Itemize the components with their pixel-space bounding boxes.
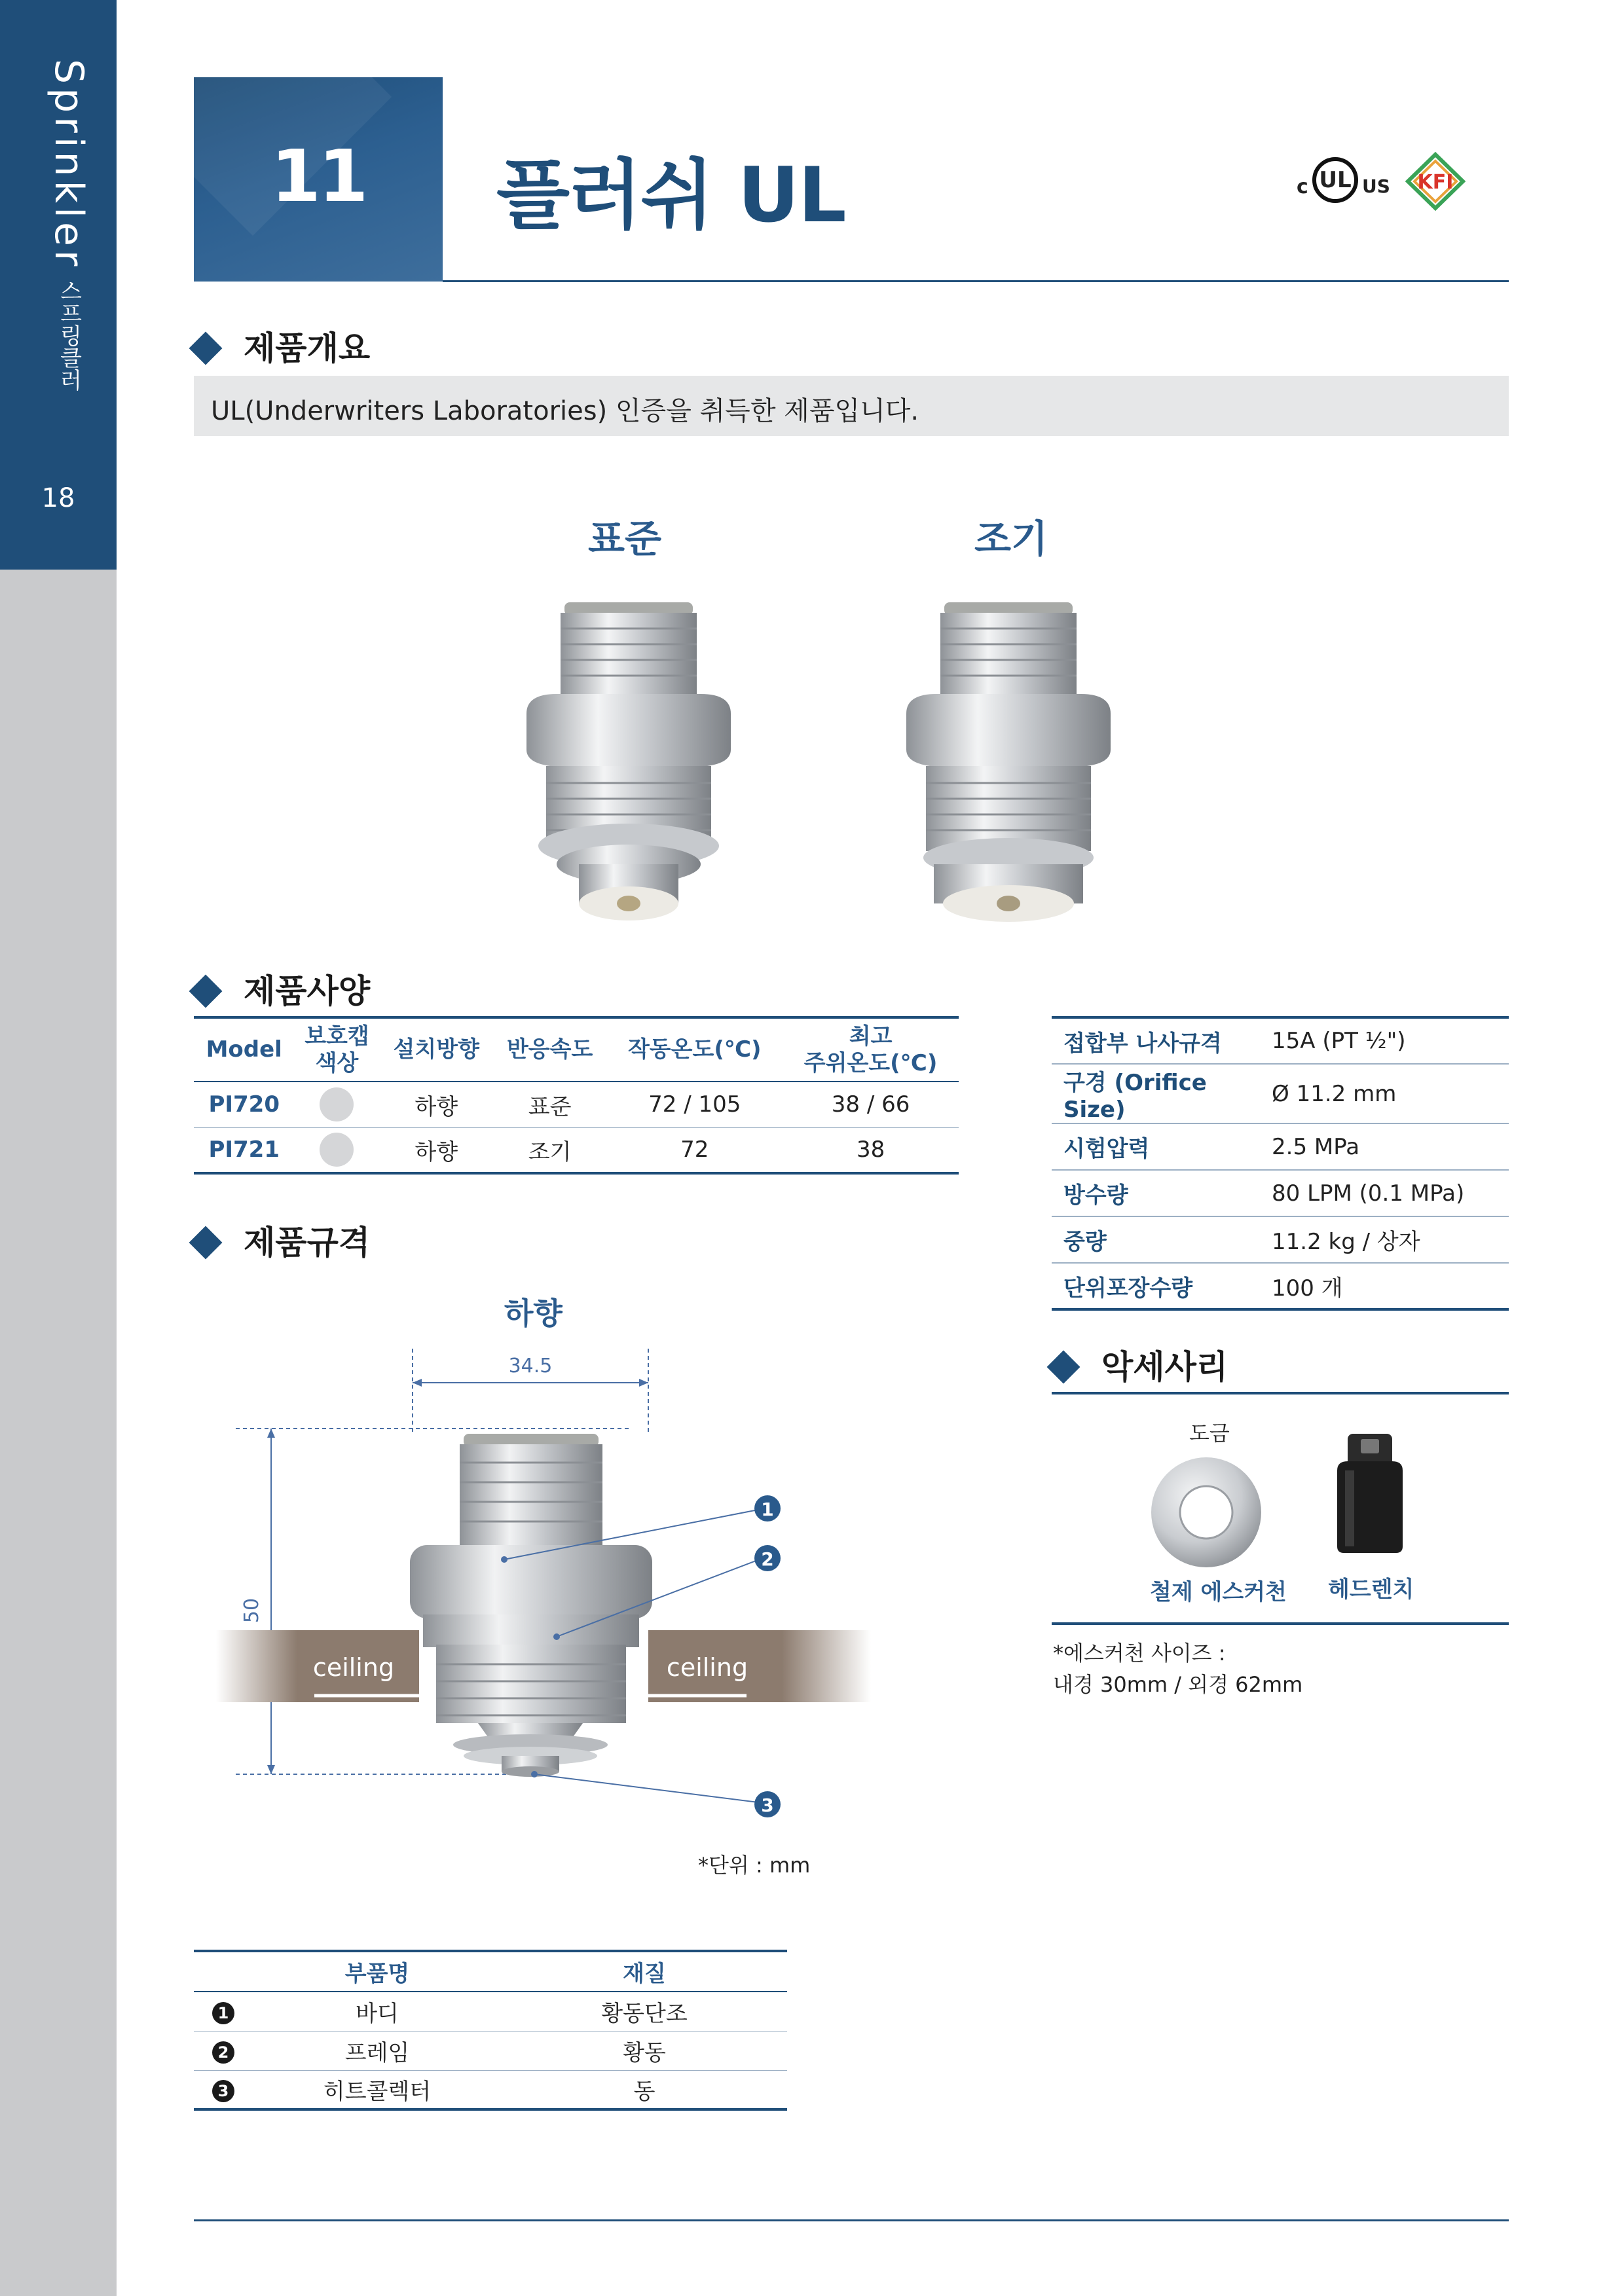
max-temp-cell: 38 bbox=[783, 1127, 959, 1173]
dimensions-heading-text: 제품규격 bbox=[244, 1224, 371, 1262]
diamond-bullet-icon bbox=[189, 1226, 223, 1259]
property-key: 단위포장수량 bbox=[1052, 1263, 1260, 1309]
dimensions-heading bbox=[194, 1216, 370, 1264]
property-key: 중량 bbox=[1052, 1216, 1260, 1263]
speed-cell: 표준 bbox=[493, 1082, 606, 1127]
table-row bbox=[194, 1992, 787, 2031]
part-number-cell bbox=[194, 2070, 253, 2109]
table-row bbox=[194, 1127, 959, 1173]
table-row bbox=[1052, 1216, 1509, 1263]
table-row bbox=[194, 2031, 787, 2070]
header-number: 11 bbox=[270, 134, 366, 218]
property-value: 100 개 bbox=[1260, 1263, 1509, 1309]
cap-color-cell bbox=[294, 1082, 379, 1127]
part-name-cell: 히트콜렉터 bbox=[253, 2070, 502, 2109]
part-material-cell: 황동 bbox=[502, 2031, 787, 2070]
sidebar-title bbox=[26, 59, 92, 391]
dimension-drawing bbox=[216, 1349, 871, 1833]
cap-color-cell bbox=[294, 1127, 379, 1173]
early-label: 조기 bbox=[974, 517, 1048, 561]
property-key: 시험압력 bbox=[1052, 1123, 1260, 1170]
table-row bbox=[194, 1082, 959, 1127]
diamond-bullet-icon bbox=[1047, 1350, 1080, 1383]
model-cell: PI721 bbox=[194, 1127, 294, 1173]
parts-col-header: 부품명 bbox=[253, 1951, 502, 1992]
ul-cert-logo bbox=[1297, 155, 1395, 207]
ceiling-label-right: ceiling bbox=[666, 1653, 748, 1682]
spec-table bbox=[194, 1016, 959, 1175]
speed-cell: 조기 bbox=[493, 1127, 606, 1173]
unit-note: *단위 : mm bbox=[698, 1853, 811, 1878]
sidebar-title-en: Sprinkler bbox=[46, 59, 92, 270]
overview-heading bbox=[194, 322, 370, 369]
part-name-cell: 프레임 bbox=[253, 2031, 502, 2070]
head-wrench-image bbox=[1331, 1431, 1409, 1556]
kfi-text: KFI bbox=[1417, 171, 1454, 194]
page-title: 플러쉬 UL bbox=[496, 151, 845, 240]
op-temp-cell: 72 / 105 bbox=[606, 1082, 783, 1127]
escutcheon-size-values: 내경 30mm / 외경 62mm bbox=[1053, 1672, 1303, 1697]
property-value: 80 LPM (0.1 MPa) bbox=[1260, 1170, 1509, 1216]
height-dimension-text: 50 bbox=[240, 1597, 263, 1624]
part-number-badge: 2 bbox=[212, 2041, 234, 2064]
property-value: 15A (PT ½") bbox=[1260, 1017, 1509, 1064]
footer-divider bbox=[194, 2219, 1509, 2221]
callout-2-text: 2 bbox=[761, 1548, 774, 1570]
page-number: 18 bbox=[41, 483, 75, 513]
kfi-cert-logo bbox=[1404, 152, 1467, 211]
spec-col-header: 설치방향 bbox=[380, 1017, 493, 1082]
part-number-badge: 3 bbox=[212, 2080, 234, 2102]
standard-label: 표준 bbox=[588, 517, 662, 561]
property-value: 11.2 kg / 상자 bbox=[1260, 1216, 1509, 1263]
spec-col-header: 반응속도 bbox=[493, 1017, 606, 1082]
table-row bbox=[1052, 1123, 1509, 1170]
spec-col-header: Model bbox=[194, 1017, 294, 1082]
table-row bbox=[1052, 1170, 1509, 1216]
properties-table bbox=[1052, 1016, 1509, 1311]
part-number-cell bbox=[194, 1992, 253, 2031]
header-divider bbox=[443, 280, 1509, 282]
spec-header-row bbox=[194, 1017, 959, 1082]
ul-c-mark: c bbox=[1297, 175, 1308, 198]
cap-color-swatch bbox=[320, 1087, 354, 1121]
table-row bbox=[1052, 1263, 1509, 1309]
head-wrench-label: 헤드렌치 bbox=[1328, 1576, 1414, 1603]
escutcheon-washer-image bbox=[1147, 1453, 1265, 1571]
model-cell: PI720 bbox=[194, 1082, 294, 1127]
escutcheon-size-note: *에스커천 사이즈 : bbox=[1053, 1641, 1226, 1666]
sprinkler-early-photo bbox=[891, 589, 1126, 930]
property-value: 2.5 MPa bbox=[1260, 1123, 1509, 1170]
table-row bbox=[1052, 1064, 1509, 1123]
parts-col-header bbox=[194, 1951, 253, 1992]
direction-cell: 하향 bbox=[380, 1127, 493, 1173]
table-row bbox=[1052, 1017, 1509, 1064]
property-key: 접합부 나사규격 bbox=[1052, 1017, 1260, 1064]
part-material-cell: 동 bbox=[502, 2070, 787, 2109]
ceiling-label-left: ceiling bbox=[312, 1653, 395, 1682]
plating-label: 도금 bbox=[1189, 1421, 1230, 1446]
overview-heading-text: 제품개요 bbox=[244, 329, 371, 367]
max-temp-cell: 38 / 66 bbox=[783, 1082, 959, 1127]
accessories-heading bbox=[1052, 1341, 1228, 1388]
part-name-cell: 바디 bbox=[253, 1992, 502, 2031]
direction-cell: 하향 bbox=[380, 1082, 493, 1127]
ul-us-mark: US bbox=[1362, 175, 1390, 197]
diamond-bullet-icon bbox=[189, 331, 223, 365]
accessories-heading-text: 악세사리 bbox=[1101, 1348, 1228, 1386]
part-number-badge: 1 bbox=[212, 2002, 234, 2024]
sidebar-title-ko: 스프링클러 bbox=[56, 279, 82, 391]
dimension-label: 하향 bbox=[504, 1296, 563, 1331]
spec-col-header: 작동온도(℃) bbox=[606, 1017, 783, 1082]
callout-1-text: 1 bbox=[761, 1499, 774, 1520]
accessories-top-line bbox=[1052, 1392, 1509, 1394]
table-row bbox=[194, 2070, 787, 2109]
overview-text: UL(Underwriters Laboratories) 인증을 취득한 제품입니다. bbox=[211, 396, 919, 426]
property-value: Ø 11.2 mm bbox=[1260, 1064, 1509, 1123]
spec-col-header: 보호캡 색상 bbox=[294, 1017, 379, 1082]
escutcheon-label: 철제 에스커천 bbox=[1150, 1579, 1287, 1605]
part-number-cell bbox=[194, 2031, 253, 2070]
callout-3-text: 3 bbox=[761, 1795, 774, 1816]
diamond-bullet-icon bbox=[189, 974, 223, 1008]
ul-ring: UL bbox=[1312, 157, 1358, 203]
spec-col-header: 최고 주위온도(℃) bbox=[783, 1017, 959, 1082]
cap-color-swatch bbox=[320, 1133, 354, 1167]
spec-heading bbox=[194, 965, 370, 1012]
width-dimension-text: 34.5 bbox=[508, 1355, 553, 1377]
parts-table bbox=[194, 1950, 787, 2111]
op-temp-cell: 72 bbox=[606, 1127, 783, 1173]
parts-col-header: 재질 bbox=[502, 1951, 787, 1992]
accessories-bottom-line bbox=[1052, 1622, 1509, 1625]
part-material-cell: 황동단조 bbox=[502, 1992, 787, 2031]
property-key: 구경 (Orifice Size) bbox=[1052, 1064, 1260, 1123]
sprinkler-standard-photo bbox=[511, 589, 747, 930]
property-key: 방수량 bbox=[1052, 1170, 1260, 1216]
parts-header-row bbox=[194, 1951, 787, 1992]
spec-heading-text: 제품사양 bbox=[244, 972, 371, 1010]
